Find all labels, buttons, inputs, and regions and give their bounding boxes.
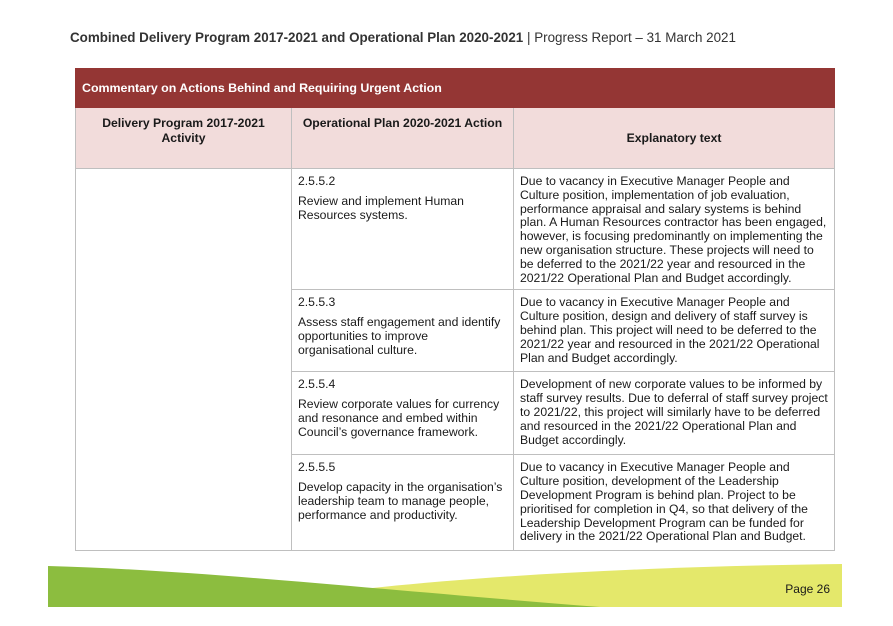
document-subtitle: Progress Report – 31 March 2021 bbox=[534, 30, 736, 45]
footer-wave-graphic bbox=[0, 560, 893, 626]
explanatory-text-cell: Due to vacancy in Executive Manager People and Culture position, implementation of job evaluation, performance appraisal and salary systems is behind plan. A Human Resources contractor has been engaged, however, is focusing predominantly on implementing the new organisation structure. These projects will need to be deferred to the 2021/22 year and resourced in the 2021/22 Operational Plan and Budget accordingly. bbox=[514, 169, 835, 290]
explanatory-text-cell: Due to vacancy in Executive Manager People and Culture position, development of the Leadership Development Program is behind plan. Project to be prioritised for completion in Q4, so that delivery of the Leadership Development Program can be funded for delivery in the 2021/22 Operational Plan and Budget. bbox=[514, 455, 835, 551]
explanatory-text-cell: Development of new corporate values to be informed by staff survey results. Due to deferral of staff survey project to 2021/22, this project will similarly have to be deferred and resourced in the 2021/22 Operational Plan and Budget accordingly. bbox=[514, 372, 835, 455]
action-description: Develop capacity in the organisation’s leadership team to manage people, performance and productivity. bbox=[298, 480, 503, 522]
column-header-activity: Delivery Program 2017-2021 Activity bbox=[76, 108, 292, 169]
column-header-action: Operational Plan 2020-2021 Action bbox=[292, 108, 514, 169]
action-code: 2.5.5.4 bbox=[298, 377, 336, 392]
page-number: Page 26 bbox=[785, 582, 830, 596]
action-cell bbox=[292, 290, 514, 372]
commentary-table bbox=[75, 68, 835, 551]
title-separator: | bbox=[526, 30, 531, 45]
document-title: Combined Delivery Program 2017-2021 and Operational Plan 2020-2021 bbox=[70, 30, 524, 45]
column-header-explanatory-text: Explanatory text bbox=[514, 108, 835, 169]
action-description: Review corporate values for currency and resonance and embed within Council’s governance framework. bbox=[298, 397, 500, 439]
action-code: 2.5.5.5 bbox=[298, 460, 336, 475]
page-header bbox=[70, 30, 736, 45]
table-title: Commentary on Actions Behind and Requiring Urgent Action bbox=[76, 69, 835, 108]
explanatory-text-cell: Due to vacancy in Executive Manager People and Culture position, design and delivery of staff survey is behind plan. This project will need to be deferred to the 2021/22 year and resourced in the 2021/22 Operational Plan and Budget accordingly. bbox=[514, 290, 835, 372]
action-cell bbox=[292, 169, 514, 290]
activity-cell bbox=[76, 169, 292, 551]
action-code: 2.5.5.3 bbox=[298, 295, 336, 310]
action-cell bbox=[292, 372, 514, 455]
action-description: Assess staff engagement and identify opportunities to improve organisational culture. bbox=[298, 315, 501, 357]
action-cell bbox=[292, 455, 514, 551]
action-description: Review and implement Human Resources systems. bbox=[298, 193, 464, 222]
action-code: 2.5.5.2 bbox=[298, 174, 336, 188]
table-row bbox=[76, 169, 835, 290]
